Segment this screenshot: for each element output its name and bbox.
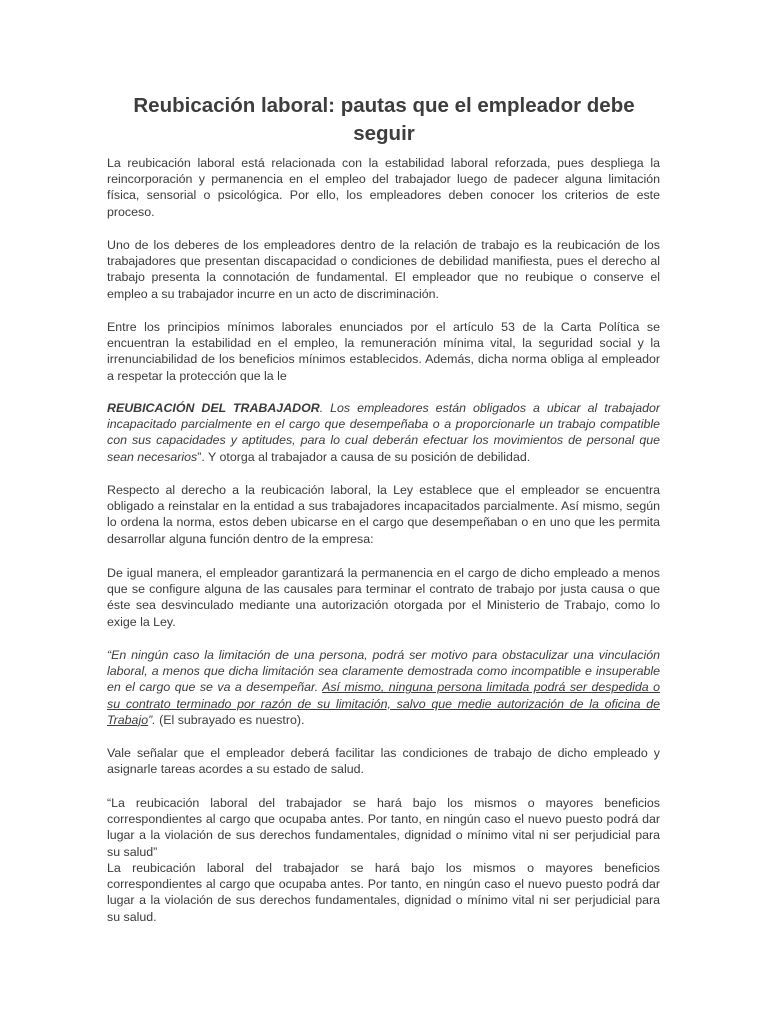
paragraph-permanence: De igual manera, el empleador garantizará la permanencia en el cargo de dicho empleado a menos que se configure alguna de las causales para terminar el contrato de trabajo por justa causa o que éste sea desvinculado mediante una autorización otorgada por el Ministerio de Trabajo, como lo exige la Ley.: [107, 566, 660, 629]
paragraph-constitutional-principles: Entre los principios mínimos laborales enunciados por el artículo 53 de la Carta Política se encuentran la estabilidad en el empleo, la remuneración mínima vital, la seguridad social y la irrenunciabilidad de los beneficios mínimos establecidos. Además, dicha norma obliga al empleador a respetar la protección que la le: [107, 320, 660, 383]
paragraph-reubicacion-trabajador: [107, 400, 660, 465]
page-title: Reubicación laboral: pautas que el empleador debe seguir: [133, 94, 635, 145]
underlined-quote-text: Así mismo, ninguna persona limitada podrá ser despedida o su contrato terminado por razón de su limitación, salvo que medie autorización de la oficina de Trabajo: [107, 680, 660, 727]
paragraph-employer-duties: Uno de los deberes de los empleadores dentro de la relación de trabajo es la reubicación de los trabajadores que presentan discapacidad o condiciones de debilidad manifiesta, pues el derecho al trabajo presenta la connotación de fundamental. El empleador que no reubique o conserve el empleo a su trabajador incurre en un acto de discriminación.: [107, 238, 660, 301]
paragraph-relocation: La reubicación laboral del trabajador se hará bajo los mismos o mayores beneficios correspondientes al cargo que ocupaba antes. Por tanto, en ningún caso el nuevo puesto podrá dar lugar a la violación de sus derechos fundamentales, dignidad o mínimo vital ni ser perjudicial para su salud.: [107, 861, 660, 924]
paragraph-working-conditions: Vale señalar que el empleador deberá facilitar las condiciones de trabajo de dicho empleado y asignarle tareas acordes a su estado de salud.: [107, 746, 660, 777]
paragraph-text: ”. Y otorga al trabajador a causa de su posición de debilidad.: [197, 449, 531, 464]
section-heading: REUBICACIÓN DEL TRABAJADOR: [107, 401, 320, 415]
paragraph-quoted-relocation: “La reubicación laboral del trabajador se hará bajo los mismos o mayores beneficios correspondientes al cargo que ocupaba antes. Por tanto, en ningún caso el nuevo puesto podrá dar lugar a la violación de sus derechos fundamentales, dignidad o mínimo vital ni ser perjudicial para su salud”: [107, 796, 660, 859]
paragraph-legal-right: Respecto al derecho a la reubicación laboral, la Ley establece que el empleador se encuentra obligado a reinstalar en la entidad a sus trabajadores incapacitados parcialmente. Así mismo, según lo ordena la norma, estos deben ubicarse en el cargo que desempeñaban o en uno que les permita desarrollar alguna función dentro de la empresa:: [107, 483, 660, 546]
underline-note: (El subrayado es nuestro).: [155, 712, 305, 727]
quoted-text: . Los empleadores están obligados a ubicar al trabajador incapacitado parcialmente en el cargo que desempeñaba o a proporcionarle un trabajo compatible con sus capacidades y aptitudes, para lo cual deberán efectuar los movimientos de personal que sean necesarios: [107, 401, 661, 464]
quote-closing: ”.: [148, 712, 156, 727]
paragraph-legal-quote: [107, 647, 660, 728]
paragraph-intro: La reubicación laboral está relacionada con la estabilidad laboral reforzada, pues despliega la reincorporación y permanencia en el empleo del trabajador luego de padecer alguna limitación física, sensorial o psicológica. Por ello, los empleadores deben conocer los criterios de este proceso.: [107, 156, 660, 219]
quote-text: “En ningún caso la limitación de una persona, podrá ser motivo para obstaculizar una vinculación laboral, a menos que dicha limitación sea claramente demostrada como incompatible e insuperable en el cargo que se va a desempeñar.: [107, 648, 660, 695]
